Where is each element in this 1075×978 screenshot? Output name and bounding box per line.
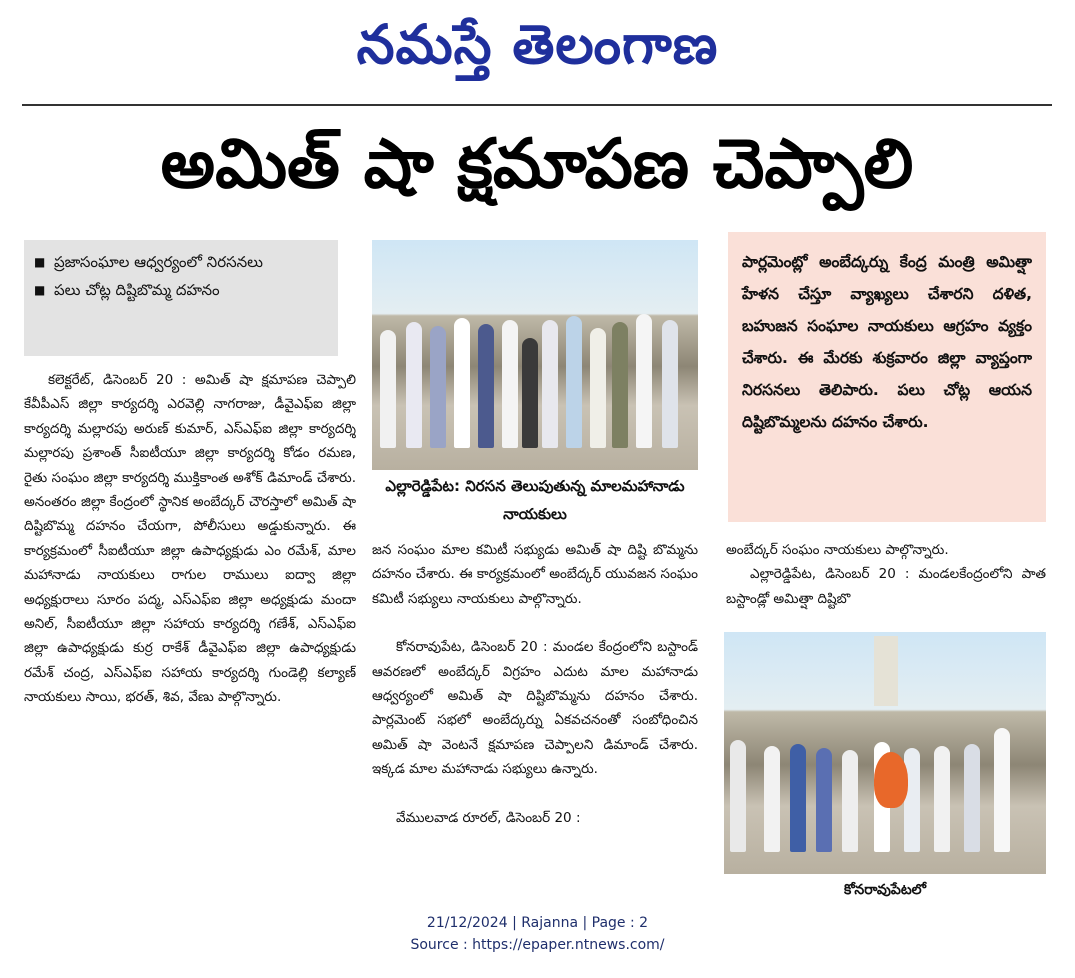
highlight-item: [34, 248, 328, 276]
paragraph: అంబేద్కర్ సంఘం నాయకులు పాల్గొన్నారు.: [726, 542, 949, 558]
article-column-3: [726, 538, 1046, 618]
fire: [874, 752, 908, 808]
paragraph: ఎల్లారెడ్డిపేట, డిసెంబర్ 20 : మండలకేంద్రంలోని పాత బస్టాండ్లో అమిత్షా దిష్టిబొ: [726, 566, 1046, 607]
highlight-item: [34, 276, 328, 304]
paragraph: జన సంఘం మాల కమిటీ సభ్యుడు అమిత్ షా దిష్టి బొమ్మను దహనం చేశారు. ఈ కార్యక్రమంలో అంబేద్కర్ యువజన సంఘం కమిటీ సభ్యులు నాయకులు పాల్గొన్నారు.: [372, 542, 698, 607]
article-headline: అమిత్ షా క్షమాపణ చెప్పాలి: [160, 125, 914, 204]
masthead-divider: [22, 104, 1052, 106]
bullet-icon: ■: [34, 283, 46, 297]
statue: [874, 636, 898, 706]
footer-source-line: Source : https://epaper.ntnews.com/: [410, 937, 665, 953]
protest-photo-konaraopet: [724, 632, 1046, 874]
paragraph: కలెక్టరేట్, డిసెంబర్ 20 : అమిత్ షా క్షమాపణ చెప్పాలి కేవీపీఎస్ జిల్లా కార్యదర్శి ఎరవెల్లి నాగరాజు, డీవైఎఫ్ఐ జిల్లా కార్యదర్శి మల్లారపు అరుణ్ కుమార్, ఎస్ఎఫ్ఐ జిల్లా కార్యదర్శి మల్లారపు ప్రశాంత్ సీఐటీయూ జిల్లా కార్యదర్శి కోడం రమణ, రైతు సంఘం జిల్లా కార్యదర్శి ముక్తికాంత అశోక్ డిమాండ్ చేశారు. అనంతరం జిల్లా కేంద్రంలో స్థానిక అంబేద్కర్ చౌరస్తాలో అమిత్ షా దిష్టిబొమ్మ దహనం చేయగా, పోలీసులు అడ్డుకున్నారు. ఈ కార్యక్రమంలో సీఐటీయూ జిల్లా ఉపాధ్యక్షుడు ఎం రమేశ్, మాల మహానాడు నాయకులు రాగుల రాములు ఐద్వా జిల్లా అధ్యక్షురాలు సూరం పద్మ, ఎస్ఎఫ్ఐ జిల్లా అధ్యక్షుడు మందా అనిల్, సీఐటీయూ జిల్లా సహాయ కార్యదర్శి గణేశ్, ఎస్ఎఫ్ఐ జిల్లా ఉపాధ్యక్షుడు కుర్ర రాకేశ్ డీవైఎఫ్ఐ జిల్లా ఉపాధ్యక్షుడు రమేశ్ చంద్ర, ఎస్ఎఫ్ఐ సహాయ కార్యదర్శి గుండెల్లి కల్యాణ్ నాయకులు సాయి, భరత్, శివ, వేణు పాల్గొన్నారు.: [24, 372, 356, 706]
photo-caption: కోనరావుపేటలో: [843, 882, 927, 898]
newspaper-masthead: నమస్తే తెలంగాణ: [356, 12, 719, 76]
protest-photo-ellareddipet: [372, 240, 698, 470]
callout-box: పార్లమెంట్లో అంబేద్కర్ను కేంద్ర మంత్రి అమిత్షా హేళన చేస్తూ వ్యాఖ్యలు చేశారని దళిత, బహుజన సంఘాల నాయకులు ఆగ్రహం వ్యక్తం చేశారు. ఈ మేరకు శుక్రవారం జిల్లా వ్యాప్తంగా నిరసనలు తెలిపారు. పలు చోట్ల ఆయన దిష్టిబొమ్మలను దహనం చేశారు.: [728, 232, 1046, 522]
footer-date-line: 21/12/2024 | Rajanna | Page : 2: [426, 915, 649, 931]
paragraph: వేములవాడ రూరల్, డిసెంబర్ 20 :: [396, 809, 581, 826]
article-column-1: [24, 368, 356, 896]
highlights-box: [24, 240, 338, 356]
photo-caption: ఎల్లారెడ్డిపేట: నిరసన తెలుపుతున్న మాలమహానాడు నాయకులు: [385, 477, 685, 523]
highlight-text: ప్రజాసంఘాల ఆధ్వర్యంలో నిరసనలు: [54, 253, 263, 271]
paragraph: కోనరావుపేట, డిసెంబర్ 20 : మండల కేంద్రంలోని బస్టాండ్ ఆవరణలో అంబేద్కర్ విగ్రహం ఎదుట మాల మహానాడు ఆధ్వర్యంలో అమిత్ షా దిష్టిబొమ్మను దహనం చేశారు. పార్లమెంట్ సభలో అంబేద్కర్ను ఏకవచనంతో సంబోధించిన అమిత్ షా వెంటనే క్షమాపణ చెప్పాలని డిమాండ్ చేశారు. ఇక్కడ మాల మహానాడు సభ్యులు ఉన్నారు.: [372, 639, 698, 778]
bullet-icon: ■: [34, 255, 46, 269]
highlight-text: పలు చోట్ల దిష్టిబొమ్మ దహనం: [54, 281, 220, 299]
page-footer: [0, 912, 1075, 956]
article-column-2: [372, 538, 698, 896]
